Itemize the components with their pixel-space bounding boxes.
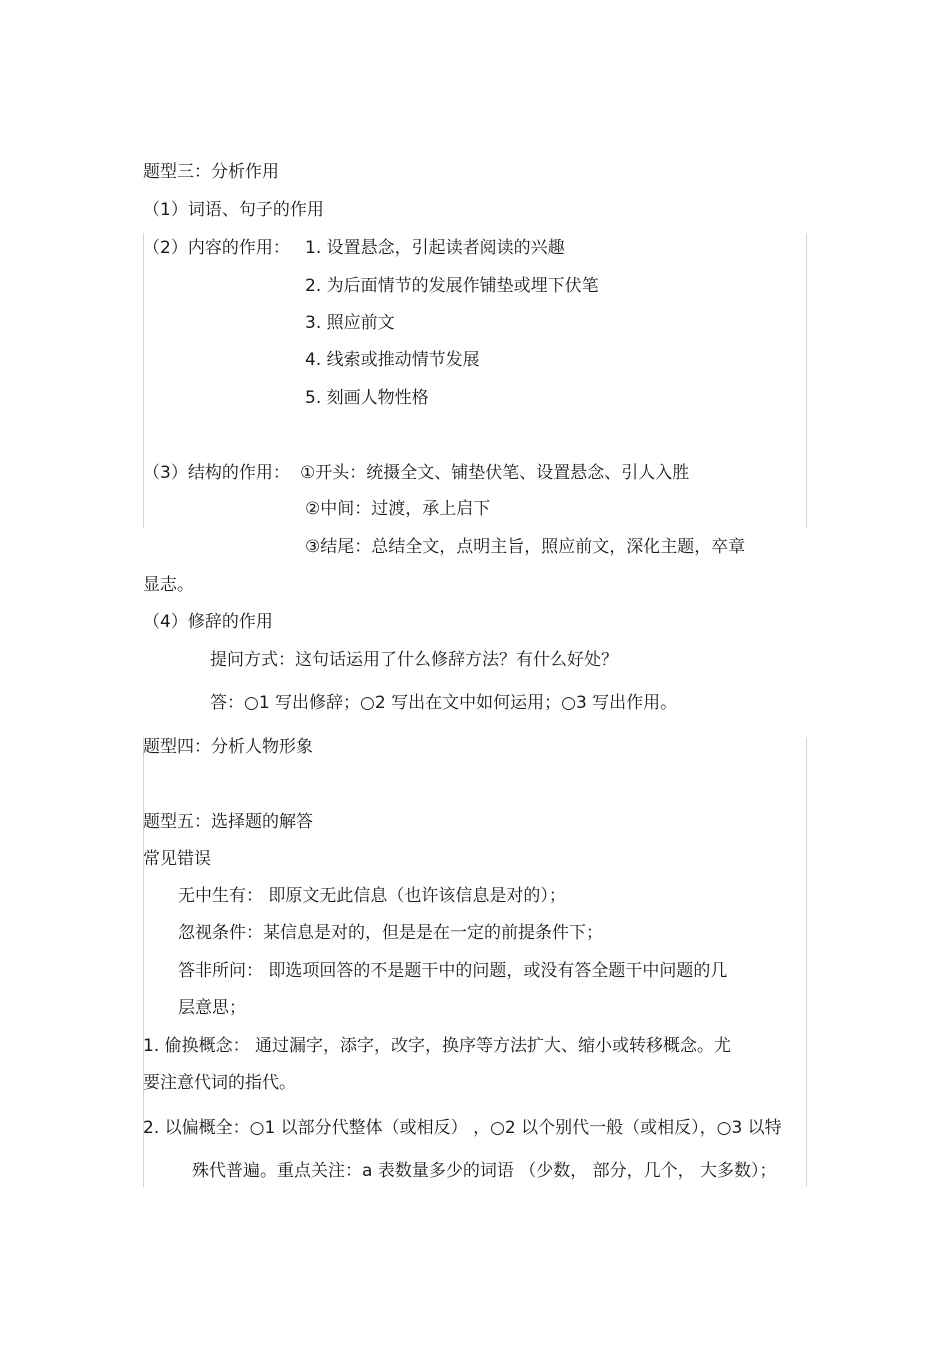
subsection-3-label: （3）结构的作用：: [143, 463, 290, 483]
point-1-line-1: 1. 偷换概念： 通过漏字，添字，改字，换序等方法扩大、缩小或转移概念。尤: [143, 1036, 732, 1056]
section-heading-5: 题型五：选择题的解答: [143, 812, 313, 832]
subsection-1: （1）词语、句子的作用: [143, 200, 324, 220]
question-text: 提问方式：这句话运用了什么修辞方法？有什么好处？: [210, 650, 618, 670]
list-item: ①开头：统摄全文、铺垫伏笔、设置悬念、引人入胜: [300, 463, 690, 483]
section-heading-4: 题型四：分析人物形象: [143, 737, 313, 757]
subsection-2-label: （2）内容的作用：: [143, 238, 290, 258]
error-item: 无中生有： 即原文无此信息（也许该信息是对的）；: [178, 886, 566, 906]
right-border-line: [806, 737, 807, 1187]
list-item: 2. 为后面情节的发展作铺垫或埋下伏笔: [305, 276, 599, 296]
error-item: 答非所问： 即选项回答的不是题干中的问题，或没有答全题干中问题的几: [178, 961, 728, 981]
list-item: 3. 照应前文: [305, 313, 395, 333]
list-item: 5. 刻画人物性格: [305, 388, 429, 408]
point-1-line-2: 要注意代词的指代。: [143, 1073, 296, 1093]
list-item: 1. 设置悬念，引起读者阅读的兴趣: [305, 238, 565, 258]
error-item: 忽视条件：某信息是对的，但是是在一定的前提条件下；: [178, 923, 603, 943]
right-border-line: [806, 233, 807, 528]
list-item: 4. 线索或推动情节发展: [305, 350, 480, 370]
list-item: ②中间：过渡，承上启下: [305, 499, 491, 519]
list-item: ③结尾：总结全文，点明主旨，照应前文，深化主题，卒章: [305, 537, 746, 557]
subsection-4-label: （4）修辞的作用: [143, 612, 273, 632]
section-heading-3: 题型三：分析作用: [143, 162, 279, 182]
paragraph-continuation: 显志。: [143, 575, 194, 595]
error-item: 层意思；: [178, 998, 246, 1018]
point-2-line-2: 殊代普遍。重点关注：a 表数量多少的词语 （少数， 部分，几个， 大多数）；: [192, 1161, 777, 1181]
answer-text: 答：○1 写出修辞；○2 写出在文中如何运用；○3 写出作用。: [210, 693, 678, 713]
point-2-line-1: 2. 以偏概全：○1 以部分代整体（或相反） ，○2 以个别代一般（或相反），○3 以特: [143, 1118, 782, 1138]
common-errors-heading: 常见错误: [143, 849, 211, 869]
